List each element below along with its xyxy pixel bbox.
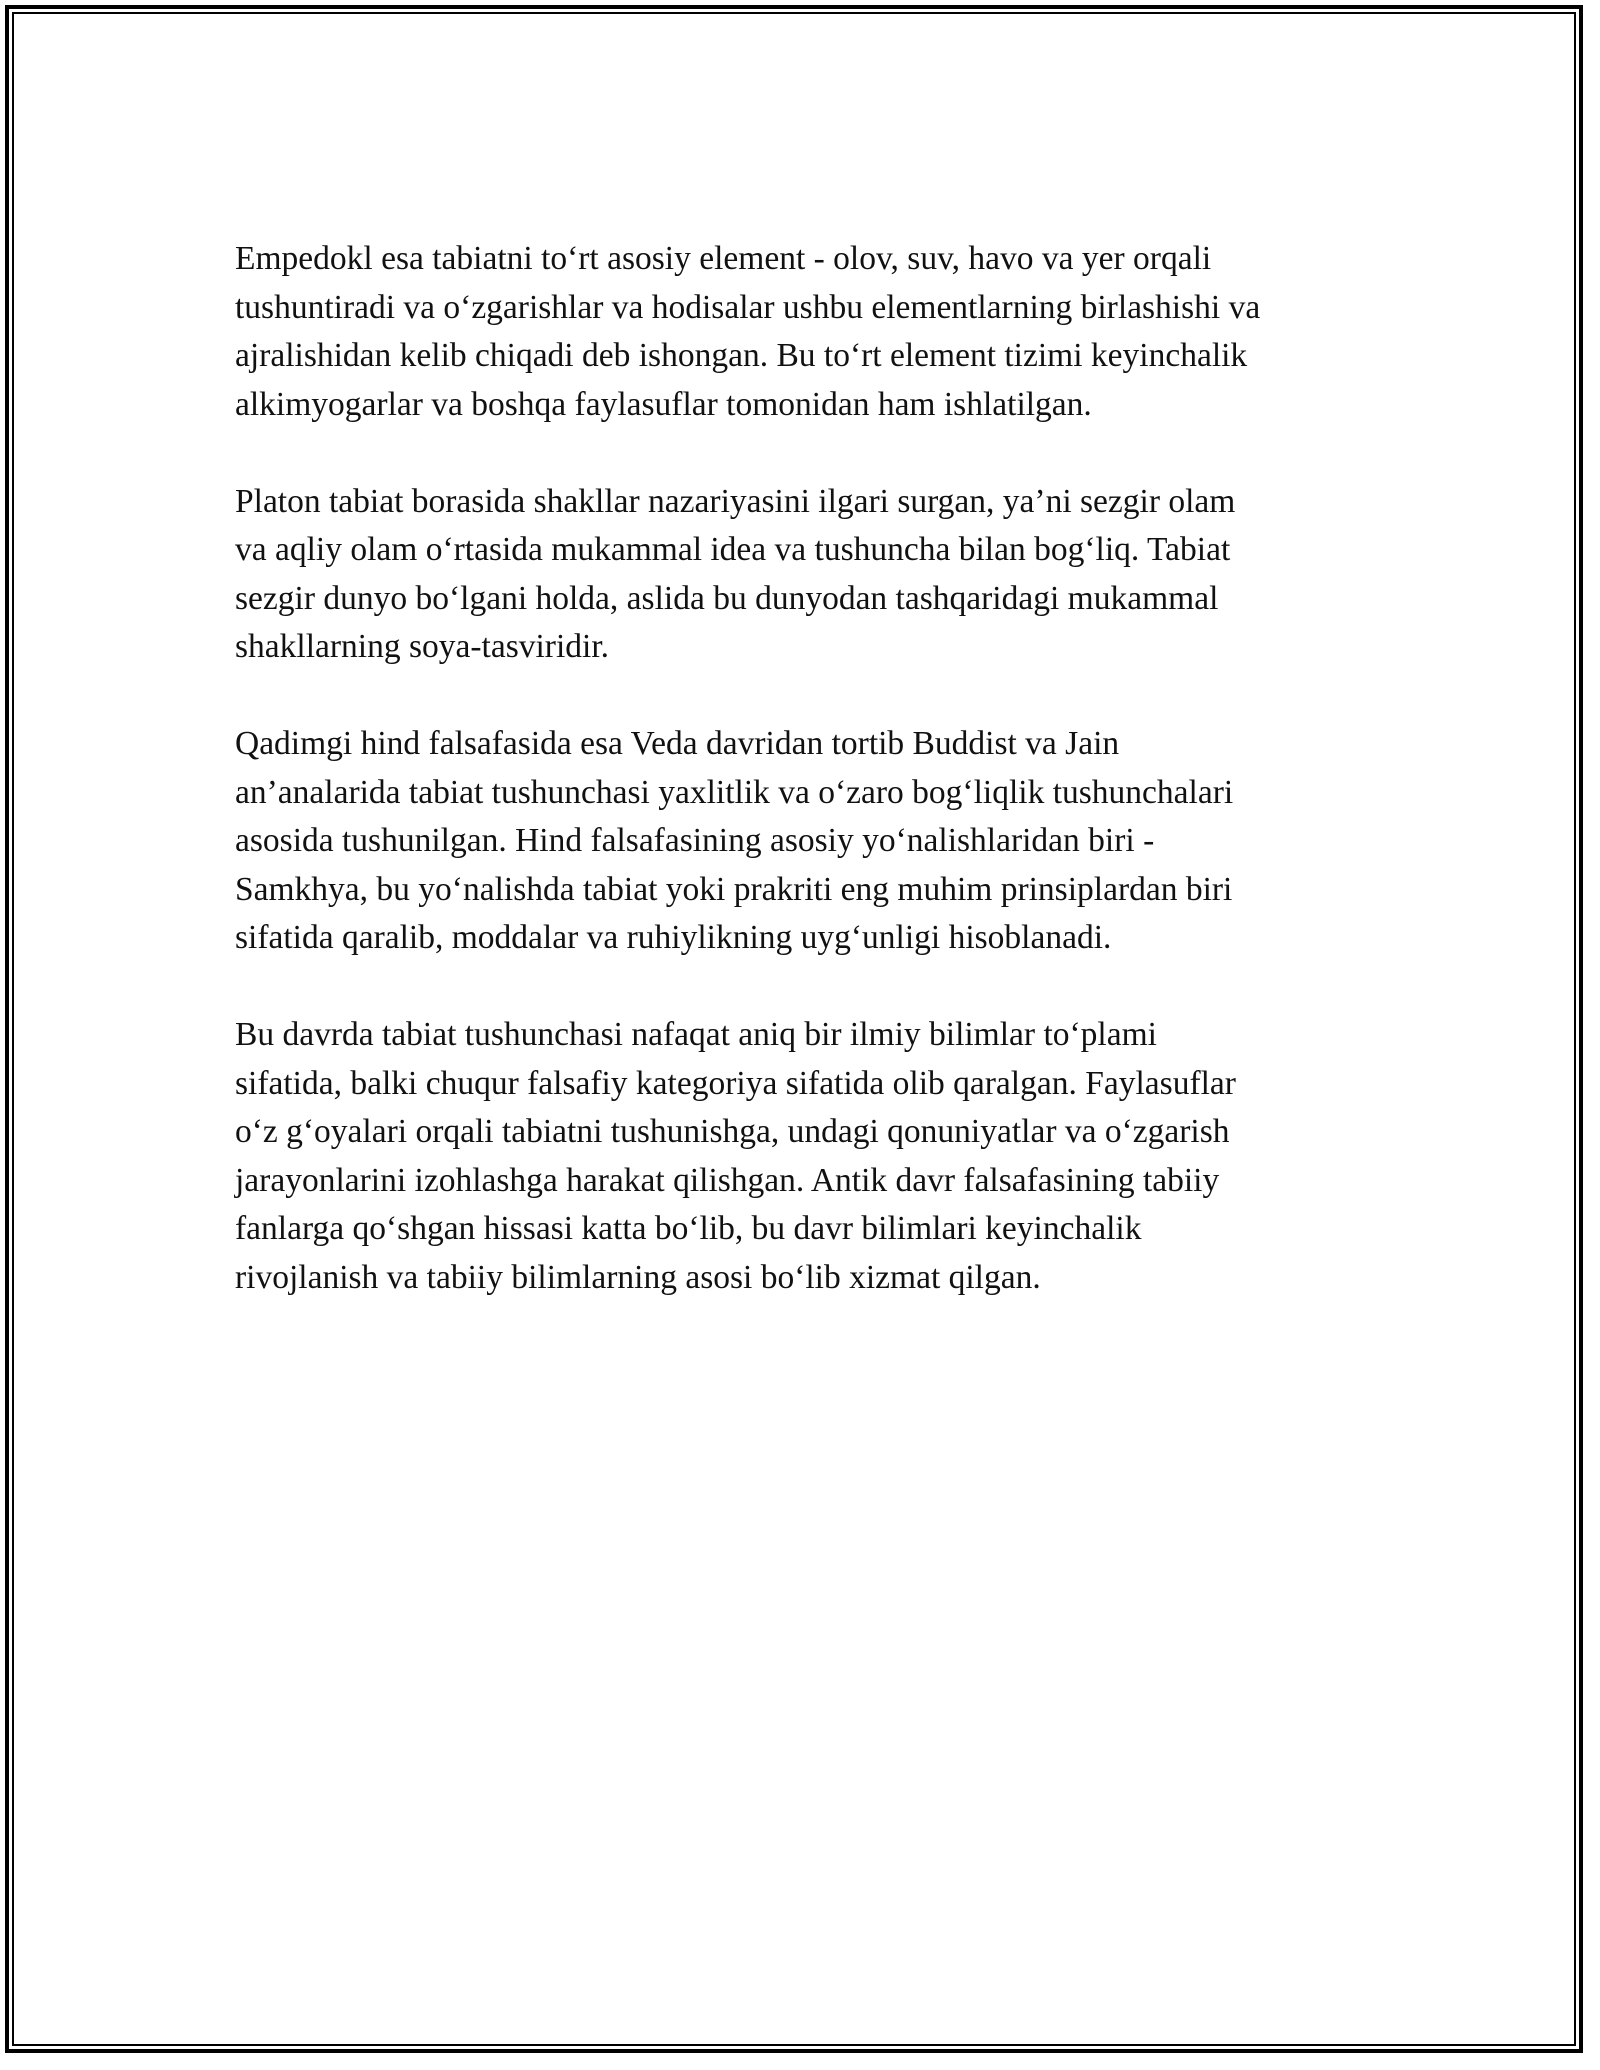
paragraph-bu-davrda (235, 1011, 1375, 1302)
text-line: o‘z g‘oyalari orqali tabiatni tushunishga, undagi qonuniyatlar va o‘zgarish (235, 1113, 1230, 1150)
text-line: va aqliy olam o‘rtasida mukammal idea va tushuncha bilan bog‘liq. Tabiat (235, 531, 1231, 568)
text-line: Samkhya, bu yo‘nalishda tabiat yoki prakriti eng muhim prinsiplardan biri (235, 870, 1233, 908)
text-line: Empedokl esa tabiatni to‘rt asosiy element - olov, suv, havo va yer orqali (235, 240, 1212, 277)
text-line: shakllarning soya-tasviridir. (235, 628, 610, 665)
text-line: sifatida, balki chuqur falsafiy kategoriya sifatida olib qaralgan. Faylasuflar (235, 1064, 1236, 1102)
document-body (235, 235, 1375, 1351)
text-line: rivojlanish va tabiiy bilimlarning asosi bo‘lib xizmat qilgan. (235, 1258, 1041, 1296)
text-line: an’analarida tabiat tushunchasi yaxlitlik va o‘zaro bog‘liqlik tushunchalari (235, 773, 1234, 811)
text-line: Platon tabiat borasida shakllar nazariyasini ilgari surgan, ya’ni sezgir olam (235, 482, 1236, 520)
text-line: Bu davrda tabiat tushunchasi nafaqat aniq bir ilmiy bilimlar to‘plami (235, 1016, 1157, 1053)
text-line: fanlarga qo‘shgan hissasi katta bo‘lib, bu davr bilimlari keyinchalik (235, 1210, 1142, 1247)
paragraph-empedokl (235, 235, 1375, 429)
text-line: tushuntiradi va o‘zgarishlar va hodisalar ushbu elementlarning birlashishi va (235, 288, 1261, 326)
text-line: sifatida qaralib, moddalar va ruhiylikning uyg‘unligi hisoblanadi. (235, 919, 1112, 956)
text-line: ajralishidan kelib chiqadi deb ishongan. Bu to‘rt element tizimi keyinchalik (235, 337, 1248, 374)
text-line: jarayonlarini izohlashga harakat qilishgan. Antik davr falsafasining tabiiy (235, 1161, 1220, 1199)
paragraph-platon (235, 478, 1375, 672)
text-line: sezgir dunyo bo‘lgani holda, aslida bu dunyodan tashqaridagi mukammal (235, 579, 1219, 617)
text-line: asosida tushunilgan. Hind falsafasining asosiy yo‘nalishlaridan biri - (235, 822, 1155, 859)
text-line: alkimyogarlar va boshqa faylasuflar tomonidan ham ishlatilgan. (235, 385, 1092, 423)
paragraph-hind-falsafasi (235, 720, 1375, 963)
text-line: Qadimgi hind falsafasida esa Veda davridan tortib Buddist va Jain (235, 725, 1120, 762)
